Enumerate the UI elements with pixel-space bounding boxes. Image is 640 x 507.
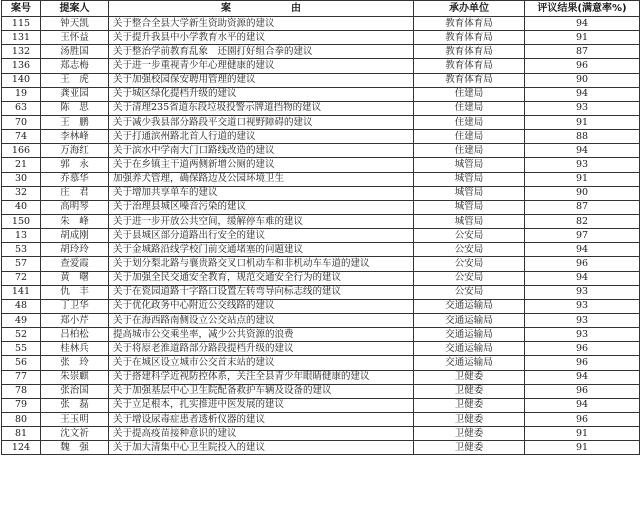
case-subject-cell: 关于搭建科学近视防控体系，关注全县青少年眼睛健康的建议: [109, 370, 414, 384]
table-header-row: [2, 1, 640, 17]
table-row: [2, 144, 640, 158]
table-row: [2, 384, 640, 398]
proposer-cell: 郭 永: [41, 158, 109, 172]
satisfaction-rate-cell: 91: [525, 31, 640, 45]
table-row: [2, 313, 640, 327]
case-subject-cell: 关于增设尿毒症患者透析仪器的建议: [109, 412, 414, 426]
case-number-cell: 141: [2, 285, 41, 299]
proposer-cell: 张 玲: [41, 356, 109, 370]
handling-unit-cell: 公安局: [414, 243, 525, 257]
handling-unit-cell: 城管局: [414, 158, 525, 172]
proposer-cell: 王玉明: [41, 412, 109, 426]
table-row: [2, 17, 640, 31]
case-subject-cell: 关于整合全县大学新生资助资源的建议: [109, 17, 414, 31]
satisfaction-rate-cell: 93: [525, 328, 640, 342]
table-row: [2, 412, 640, 426]
handling-unit-cell: 城管局: [414, 172, 525, 186]
satisfaction-rate-cell: 96: [525, 384, 640, 398]
handling-unit-cell: 交通运输局: [414, 328, 525, 342]
case-number-cell: 131: [2, 31, 41, 45]
case-number-cell: 140: [2, 73, 41, 87]
handling-unit-cell: 教育体育局: [414, 45, 525, 59]
satisfaction-rate-cell: 90: [525, 73, 640, 87]
satisfaction-rate-cell: 94: [525, 243, 640, 257]
proposer-cell: 钟天凯: [41, 17, 109, 31]
proposer-cell: 吕柏松: [41, 328, 109, 342]
case-subject-cell: 关于城区绿化提档升级的建议: [109, 87, 414, 101]
case-number-cell: 21: [2, 158, 41, 172]
case-number-cell: 49: [2, 313, 41, 327]
proposer-cell: 朱崇麒: [41, 370, 109, 384]
proposer-cell: 胡成刚: [41, 229, 109, 243]
case-subject-cell: 关于划分梨北路与襄贵路交叉口机动车和非机动车车道的建议: [109, 257, 414, 271]
table-row: [2, 115, 640, 129]
header-case-number: 案号: [2, 1, 41, 17]
case-number-cell: 57: [2, 257, 41, 271]
case-number-cell: 150: [2, 214, 41, 228]
handling-unit-cell: 教育体育局: [414, 31, 525, 45]
case-subject-cell: 提高城市公交乘坐率，减少公共资源的浪费: [109, 328, 414, 342]
evaluation-table: [1, 0, 640, 455]
handling-unit-cell: 城管局: [414, 214, 525, 228]
table-row: [2, 271, 640, 285]
satisfaction-rate-cell: 93: [525, 158, 640, 172]
proposer-cell: 桂林兵: [41, 342, 109, 356]
case-subject-cell: 关于清理235省道东段垃圾投警示牌道挡物的建议: [109, 101, 414, 115]
case-subject-cell: 关于进一步开放公共空间，缓解停车难的建议: [109, 214, 414, 228]
handling-unit-cell: 教育体育局: [414, 59, 525, 73]
case-number-cell: 124: [2, 441, 41, 455]
case-number-cell: 115: [2, 17, 41, 31]
case-subject-cell: 关于加强全民交通安全教育，规范交通安全行为的建议: [109, 271, 414, 285]
header-proposer: 提案人: [41, 1, 109, 17]
table-row: [2, 172, 640, 186]
case-number-cell: 80: [2, 412, 41, 426]
case-subject-cell: 关于在城区设立城市公交首末站的建议: [109, 356, 414, 370]
handling-unit-cell: 公安局: [414, 229, 525, 243]
handling-unit-cell: 卫健委: [414, 384, 525, 398]
header-evaluation-result: 评议结果(满意率%): [525, 1, 640, 17]
case-number-cell: 32: [2, 186, 41, 200]
case-subject-cell: 关于提升我县中小学教育水平的建议: [109, 31, 414, 45]
case-number-cell: 70: [2, 115, 41, 129]
satisfaction-rate-cell: 91: [525, 115, 640, 129]
case-subject-cell: 关于加强基层中心卫生院配备救护车辆及设备的建议: [109, 384, 414, 398]
case-subject-cell: 关于在瓷园道路十字路口设置左转弯导向标志线的建议: [109, 285, 414, 299]
handling-unit-cell: 住建局: [414, 130, 525, 144]
proposer-cell: 汤胜国: [41, 45, 109, 59]
case-number-cell: 40: [2, 200, 41, 214]
satisfaction-rate-cell: 91: [525, 427, 640, 441]
handling-unit-cell: 卫健委: [414, 398, 525, 412]
case-subject-cell: 关于在乡镇主干道两侧新增公厕的建议: [109, 158, 414, 172]
case-number-cell: 48: [2, 299, 41, 313]
case-number-cell: 52: [2, 328, 41, 342]
proposer-cell: 郑志梅: [41, 59, 109, 73]
proposer-cell: 黄 曙: [41, 271, 109, 285]
satisfaction-rate-cell: 82: [525, 214, 640, 228]
proposer-cell: 万海红: [41, 144, 109, 158]
satisfaction-rate-cell: 96: [525, 342, 640, 356]
case-number-cell: 30: [2, 172, 41, 186]
case-subject-cell: 关于加强校园保安聘用管理的建议: [109, 73, 414, 87]
handling-unit-cell: 城管局: [414, 186, 525, 200]
table-row: [2, 73, 640, 87]
handling-unit-cell: 住建局: [414, 87, 525, 101]
handling-unit-cell: 教育体育局: [414, 17, 525, 31]
proposer-cell: 庄 君: [41, 186, 109, 200]
handling-unit-cell: 卫健委: [414, 427, 525, 441]
table-row: [2, 356, 640, 370]
table-row: [2, 31, 640, 45]
case-number-cell: 13: [2, 229, 41, 243]
table-row: [2, 342, 640, 356]
handling-unit-cell: 住建局: [414, 144, 525, 158]
table-row: [2, 158, 640, 172]
handling-unit-cell: 公安局: [414, 285, 525, 299]
proposer-cell: 郑小芹: [41, 313, 109, 327]
handling-unit-cell: 住建局: [414, 101, 525, 115]
table-row: [2, 441, 640, 455]
satisfaction-rate-cell: 94: [525, 144, 640, 158]
satisfaction-rate-cell: 93: [525, 285, 640, 299]
case-subject-cell: 关于进一步重视青少年心理健康的建议: [109, 59, 414, 73]
table-row: [2, 59, 640, 73]
table-row: [2, 328, 640, 342]
satisfaction-rate-cell: 96: [525, 356, 640, 370]
case-subject-cell: 关于提高疫苗接种意识的建议: [109, 427, 414, 441]
case-subject-cell: 关于减少我县部分路段平交道口视野障碍的建议: [109, 115, 414, 129]
case-number-cell: 136: [2, 59, 41, 73]
proposer-cell: 王 虎: [41, 73, 109, 87]
case-subject-cell: 关于打通滨州路北首人行道的建议: [109, 130, 414, 144]
handling-unit-cell: 公安局: [414, 257, 525, 271]
table-row: [2, 370, 640, 384]
table-row: [2, 87, 640, 101]
proposer-cell: 王 鹏: [41, 115, 109, 129]
proposer-cell: 王怀益: [41, 31, 109, 45]
satisfaction-rate-cell: 87: [525, 45, 640, 59]
case-number-cell: 81: [2, 427, 41, 441]
table-row: [2, 427, 640, 441]
proposer-cell: 仇 丰: [41, 285, 109, 299]
case-subject-cell: 关于治理县城区噪音污染的建议: [109, 200, 414, 214]
proposer-cell: 胡玲玲: [41, 243, 109, 257]
satisfaction-rate-cell: 94: [525, 17, 640, 31]
case-subject-cell: 关于滨水中学南大门口路线改造的建议: [109, 144, 414, 158]
case-subject-cell: 关于整治学前教育乱象 还園打好组合拳的建议: [109, 45, 414, 59]
proposer-cell: 高明琴: [41, 200, 109, 214]
table-row: [2, 299, 640, 313]
table-row: [2, 285, 640, 299]
proposer-cell: 查爱霞: [41, 257, 109, 271]
proposer-cell: 丁卫华: [41, 299, 109, 313]
table-row: [2, 214, 640, 228]
satisfaction-rate-cell: 96: [525, 59, 640, 73]
satisfaction-rate-cell: 88: [525, 130, 640, 144]
case-number-cell: 78: [2, 384, 41, 398]
proposer-cell: 朱 峰: [41, 214, 109, 228]
handling-unit-cell: 交通运输局: [414, 342, 525, 356]
satisfaction-rate-cell: 93: [525, 101, 640, 115]
case-number-cell: 56: [2, 356, 41, 370]
case-number-cell: 79: [2, 398, 41, 412]
satisfaction-rate-cell: 97: [525, 229, 640, 243]
case-subject-cell: 关于立足根本，扎实推进中医发展的建议: [109, 398, 414, 412]
proposer-cell: 乔慕华: [41, 172, 109, 186]
satisfaction-rate-cell: 96: [525, 257, 640, 271]
handling-unit-cell: 公安局: [414, 271, 525, 285]
case-subject-cell: 关于增加共享单车的建议: [109, 186, 414, 200]
case-number-cell: 166: [2, 144, 41, 158]
table-row: [2, 130, 640, 144]
proposer-cell: 沈文祈: [41, 427, 109, 441]
satisfaction-rate-cell: 96: [525, 412, 640, 426]
satisfaction-rate-cell: 90: [525, 186, 640, 200]
table-row: [2, 243, 640, 257]
proposer-cell: 魏 强: [41, 441, 109, 455]
case-number-cell: 63: [2, 101, 41, 115]
case-subject-cell: 关于在海西路南侧设立公交站点的建议: [109, 313, 414, 327]
header-case-subject: 案 由: [109, 1, 414, 17]
table-row: [2, 229, 640, 243]
satisfaction-rate-cell: 91: [525, 172, 640, 186]
satisfaction-rate-cell: 94: [525, 87, 640, 101]
handling-unit-cell: 交通运输局: [414, 299, 525, 313]
case-subject-cell: 关于优化政务中心附近公交线路的建议: [109, 299, 414, 313]
satisfaction-rate-cell: 93: [525, 299, 640, 313]
case-number-cell: 53: [2, 243, 41, 257]
handling-unit-cell: 住建局: [414, 115, 525, 129]
case-number-cell: 72: [2, 271, 41, 285]
table-body: [2, 17, 640, 455]
satisfaction-rate-cell: 94: [525, 370, 640, 384]
case-subject-cell: 加强养犬管理，确保路边及公园环境卫生: [109, 172, 414, 186]
handling-unit-cell: 卫健委: [414, 412, 525, 426]
case-subject-cell: 关于加大清集中心卫生院投入的建议: [109, 441, 414, 455]
proposer-cell: 陈 思: [41, 101, 109, 115]
case-subject-cell: 关于将原老淮道路部分路段提档升级的建议: [109, 342, 414, 356]
table-row: [2, 398, 640, 412]
handling-unit-cell: 卫健委: [414, 370, 525, 384]
handling-unit-cell: 卫健委: [414, 441, 525, 455]
satisfaction-rate-cell: 93: [525, 313, 640, 327]
satisfaction-rate-cell: 87: [525, 200, 640, 214]
satisfaction-rate-cell: 91: [525, 441, 640, 455]
satisfaction-rate-cell: 94: [525, 271, 640, 285]
case-number-cell: 19: [2, 87, 41, 101]
case-number-cell: 132: [2, 45, 41, 59]
handling-unit-cell: 城管局: [414, 200, 525, 214]
header-handling-unit: 承办单位: [414, 1, 525, 17]
satisfaction-rate-cell: 94: [525, 398, 640, 412]
table-row: [2, 257, 640, 271]
proposer-cell: 张 磊: [41, 398, 109, 412]
table-row: [2, 45, 640, 59]
table-row: [2, 101, 640, 115]
table-row: [2, 186, 640, 200]
proposer-cell: 张治国: [41, 384, 109, 398]
handling-unit-cell: 交通运输局: [414, 313, 525, 327]
proposer-cell: 龚亚园: [41, 87, 109, 101]
case-number-cell: 74: [2, 130, 41, 144]
case-number-cell: 77: [2, 370, 41, 384]
table-row: [2, 200, 640, 214]
case-subject-cell: 关于金城路沿线学校门前交通堵塞的问题建议: [109, 243, 414, 257]
handling-unit-cell: 教育体育局: [414, 73, 525, 87]
case-subject-cell: 关于县城区部分道路出行安全的建议: [109, 229, 414, 243]
proposer-cell: 李林峰: [41, 130, 109, 144]
case-number-cell: 55: [2, 342, 41, 356]
handling-unit-cell: 交通运输局: [414, 356, 525, 370]
